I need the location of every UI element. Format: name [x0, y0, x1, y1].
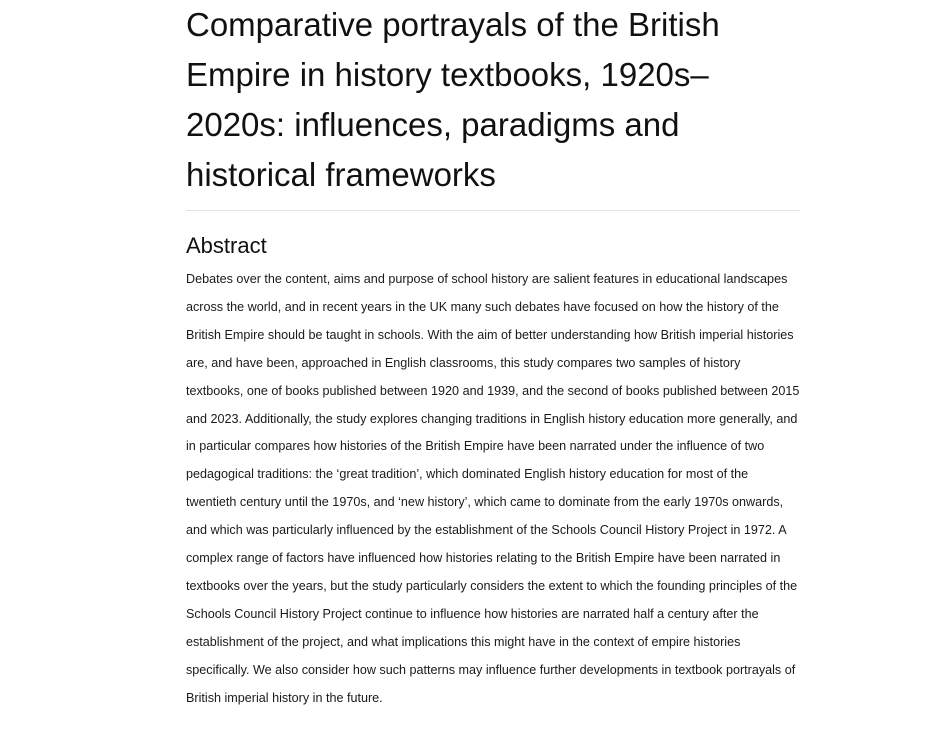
title-divider [186, 210, 800, 211]
abstract-heading: Abstract [186, 233, 267, 258]
article-title: Comparative portrayals of the British Empire in history textbooks, 1920s–2020s: influences, paradigms and historical frameworks [186, 6, 720, 193]
abstract-text: Debates over the content, aims and purpose of school history are salient features in educational landscapes across the world, and in recent years in the UK many such debates have focused on how the history of the British Empire should be taught in schools. With the aim of better understanding how British imperial histories are, and have been, approached in English classrooms, this study compares two samples of history textbooks, one of books published between 1920 and 1939, and the second of books published between 2015 and 2023. Additionally, the study explores changing traditions in English history education more generally, and in particular compares how histories of the British Empire have been narrated under the influence of two pedagogical traditions: the ‘great tradition’, which dominated English history education for most of the twentieth century until the 1970s, and ‘new history’, which came to dominate from the early 1970s onwards, and which was particularly influenced by the establishment of the Schools Council History Project in 1972. A complex range of factors have influenced how histories relating to the British Empire have been narrated in textbooks over the years, but the study particularly considers the extent to which the founding principles of the Schools Council History Project continue to influence how histories are narrated half a century after the establishment of the project, and what implications this might have in the context of empire histories specifically. We also consider how such patterns may influence further developments in textbook portrayals of British imperial history in the future. [186, 272, 800, 705]
article-container [186, 0, 800, 713]
